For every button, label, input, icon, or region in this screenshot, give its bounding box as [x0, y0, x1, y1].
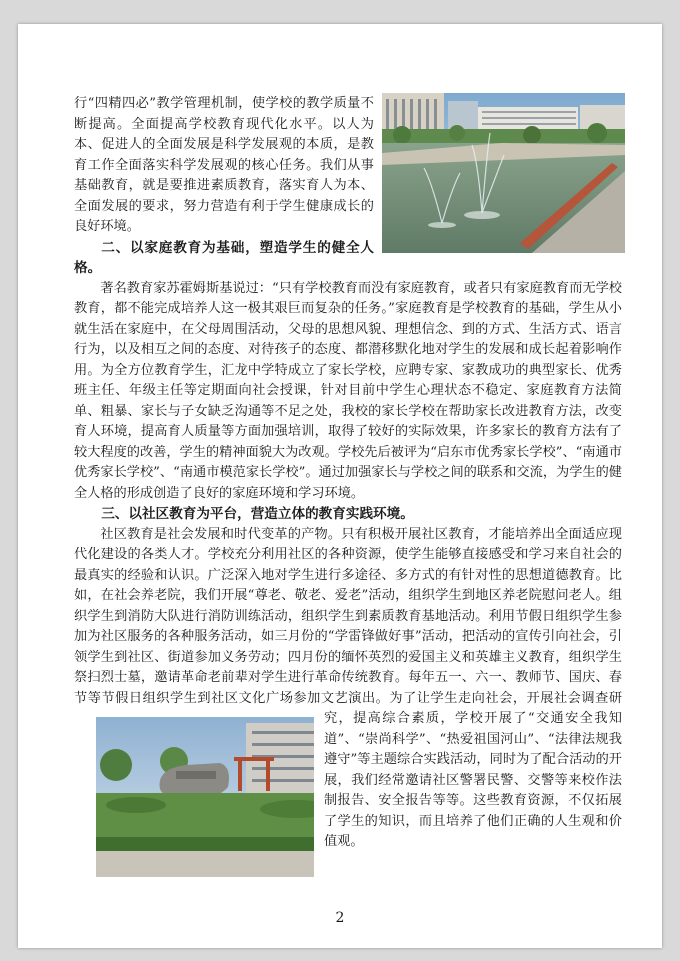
- campus-lake-fountain-photo: [382, 93, 625, 253]
- page-number: 2: [335, 910, 345, 926]
- campus-stone-monument-photo: [70, 717, 314, 877]
- section-3-body-part-b: 为了让学生走向社会，开展社会调查研究，提高综合素质，学校开展了“交通安全我知道”、“崇尚科学”、“热爱祖国河山”、“法律法规我遵守”等主题综合实践活动，同时为了配合活动的开展，我们经常邀请社区警署民警、交警等来校作法制报告、安全报告等等。这些教育资源，不仅拓展了学生的知识，而且培养了他们正确的人生观和价值观。: [324, 690, 623, 849]
- section-2-body: 著名教育家苏霍姆斯基说过：“只有学校教育而没有家庭教育，或者只有家庭教育而无学校教育，都不能完成培养人这一极其艰巨而复杂的任务。”家庭教育是学校教育的基础，学生从小就生活在家庭中，在父母周围活动，父母的思想风貌、理想信念、到的方式、生活方式、语言行为，以及相互之间的态度、对待孩子的态度、都潜移默化地对学生的发展和成长起着影响作用。为全方位教育学生，汇龙中学特成立了家长学校，应聘专家、家教成功的典型家长、优秀班主任、年级主任等定期面向社会授课，针对目前中学生心理状态不稳定、家庭教育方法简单、粗暴、家长与子女缺乏沟通等不足之处，我校的家长学校在帮助家长改进教育方法，改变育人环境，提高育人质量等方面加强培训，取得了较好的实际效果，许多家长的教育方法有了较大程度的改善，学生的精神面貌大为改观。学校先后被评为“启东市优秀家长学校”、“南通市优秀家长学校”、“南通市模范家长学校”。通过加强家长与学校之间的联系和交流，为学生的健全人格的形成创造了良好的家庭环境和学习环境。: [74, 280, 622, 501]
- section-3-heading: 三、以社区教育为平台，营造立体的教育实践环境。: [101, 506, 414, 522]
- section-3-body: [74, 525, 622, 853]
- intro-paragraph: 行“四精四必”教学管理机制，使学校的教学质量不断提高。全面提高学校教育现代化水平。以人为本、促进人的全面发展是科学发展观的本质，是教育工作全面落实科学发展观的核心任务。我们从事基础教育，就是要推进素质教育，落实育人为本、全面发展的要求，努力营造有利于学生健康成长的良好环境。: [74, 96, 374, 234]
- page-content: [74, 94, 622, 881]
- document-page: [18, 24, 662, 948]
- section-2-heading: 二、以家庭教育为基础，塑造学生的健全人格。: [74, 239, 374, 276]
- section-3-body-part-a: 社区教育是社会发展和时代变革的产物。只有积极开展社区教育，才能培养出全面适应现代化建设的各类人才。学校充分利用社区的各种资源，使学生能够直接感受和学习来自社会的最真实的经验和认识。广泛深入地对学生进行多途径、多方式的有针对性的思想道德教育。比如，在社会养老院，我们开展“尊老、敬老、爱老”活动，组织学生到地区养老院慰问老人。组织学生到消防大队进行消防训练活动，组织学生到素质教育基地活动。利用节假日组织学生参加为社区服务的各种服务活动，如三月份的“学雷锋做好事”活动，把活动的宣传引向社会，引领学生到社区、街道参加义务劳动；四月份的缅怀英烈的爱国主义和英雄主义教育，组织学生祭扫烈士墓，邀请革命老前辈对学生进行革命传统教育。每年五一、六一、教师节、国庆、春节等节假日组织学生到社区文化广场参加文艺演出。: [74, 526, 622, 706]
